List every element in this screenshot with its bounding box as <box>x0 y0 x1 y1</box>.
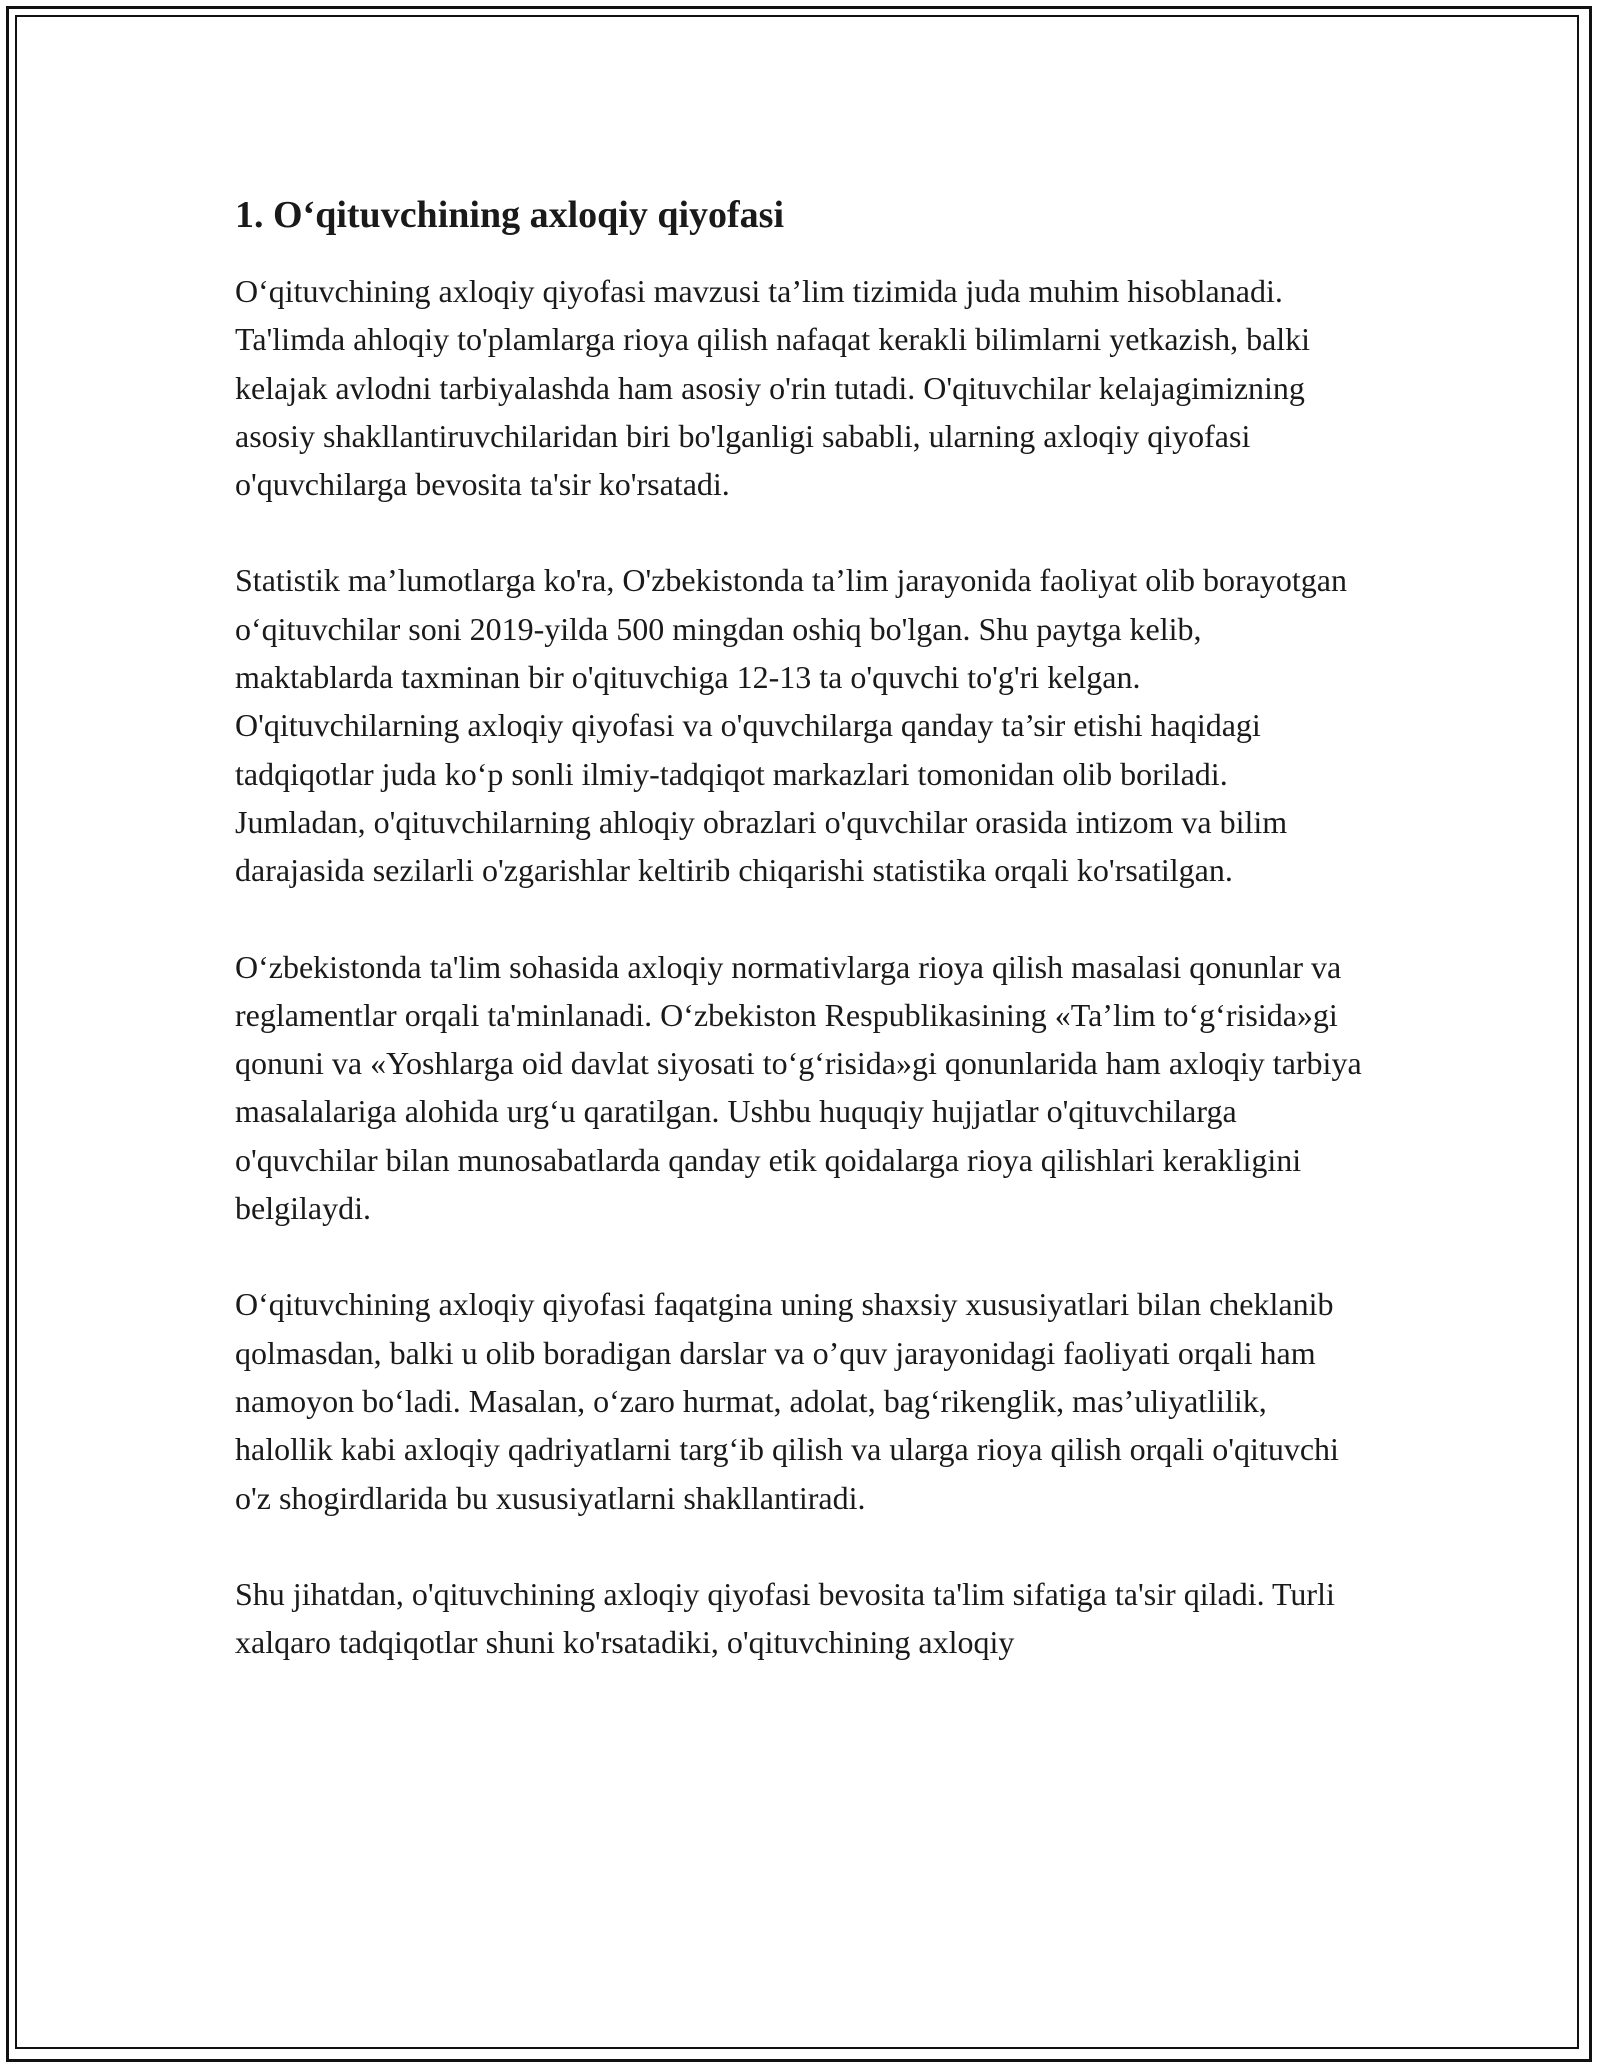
paragraph-4: O‘qituvchining axloqiy qiyofasi faqatgina uning shaxsiy xususiyatlari bilan cheklanib qolmasdan, balki u olib boradigan darslar va o’quv jarayonidagi faoliyati orqali ham namoyon bo‘ladi. Masalan, o‘zaro hurmat, adolat, bag‘rikenglik, mas’uliyatlilik, halollik kabi axloqiy qadriyatlarni targ‘ib qilish va ularga rioya qilish orqali o'qituvchi o'z shogirdlarida bu xususiyatlarni shakllantiradi. <box>235 1286 1339 1516</box>
paragraph-5: Shu jihatdan, o'qituvchining axloqiy qiyofasi bevosita ta'lim sifatiga ta'sir qiladi. Turli xalqaro tadqiqotlar shuni ko'rsatadiki, o'qituvchining axloqiy <box>235 1575 1335 1661</box>
section-heading: 1. O‘qituvchining axloqiy qiyofasi <box>235 194 785 236</box>
document-body <box>235 185 1365 1714</box>
paragraph-3: O‘zbekistonda ta'lim sohasida axloqiy normativlarga rioya qilish masalasi qonunlar va reglamentlar orqali ta'minlanadi. O‘zbekiston Respublikasining «Ta’lim to‘g‘risida»gi qonuni va «Yoshlarga oid davlat siyosati to‘g‘risida»gi qonunlarida ham axloqiy tarbiya masalalariga alohida urg‘u qaratilgan. Ushbu huquqiy hujjatlar o'qituvchilarga o'quvchilar bilan munosabatlarda qanday etik qoidalarga rioya qilishlari kerakligini belgilaydi. <box>235 948 1362 1227</box>
paragraph-1: O‘qituvchining axloqiy qiyofasi mavzusi ta’lim tizimida juda muhim hisoblanadi. Ta'limda ahloqiy to'plamlarga rioya qilish nafaqat kerakli bilimlarni yetkazish, balki kelajak avlodni tarbiyalashda ham asosiy o'rin tutadi. O'qituvchilar kelajagimizning asosiy shakllantiruvchilaridan biri bo'lganligi sababli, ularning axloqiy qiyofasi o'quvchilarga bevosita ta'sir ko'rsatadi. <box>235 273 1311 503</box>
paragraph-2: Statistik ma’lumotlarga ko'ra, O'zbekistonda ta’lim jarayonida faoliyat olib borayotgan o‘qituvchilar soni 2019-yilda 500 mingdan oshiq bo'lgan. Shu paytga kelib, maktablarda taxminan bir o'qituvchiga 12-13 ta o'quvchi to'g'ri kelgan. O'qituvchilarning axloqiy qiyofasi va o'quvchilarga qanday ta’sir etishi haqidagi tadqiqotlar juda ko‘p sonli ilmiy-tadqiqot markazlari tomonidan olib boriladi. Jumladan, o'qituvchilarning ahloqiy obrazlari o'quvchilar orasida intizom va bilim darajasida sezilarli o'zgarishlar keltirib chiqarishi statistika orqali ko'rsatilgan. <box>235 562 1347 889</box>
